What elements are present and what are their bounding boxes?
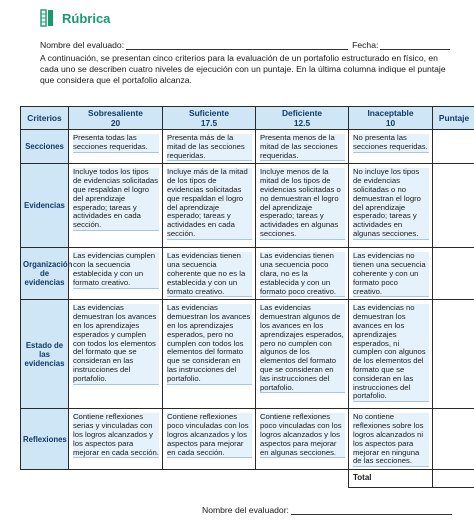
score-field[interactable] [433, 164, 474, 248]
rubric-cell: Presenta más de la mitad de las secciones requeridas. [163, 130, 256, 164]
rubric-cell: Presenta menos de la mitad de las secciones requeridas. [256, 130, 349, 164]
level-header: Suficiente 17.5 [163, 107, 256, 130]
table-row [21, 300, 474, 409]
level-header: Inaceptable 10 [349, 107, 433, 130]
rubric-cell: Incluye menos de la mitad de los tipos de evidencias solicitadas o no demuestran el logro del aprendizaje esperado; tareas y actividades en algunas secciones. [256, 164, 349, 248]
score-field[interactable] [433, 130, 474, 164]
rubric-cell: Contiene reflexiones poco vinculadas con los logros alcanzados y los aspectos para mejorar en cada sección. [163, 409, 256, 470]
pencil-ruler-icon [40, 9, 54, 27]
intro-text: A continuación, se presentan cinco criterios para la evaluación de un portafolio estructurado en físico, en cada uno se describen cuatro niveles de ejecución con un puntaje. En la última columna indique el puntaje que considera que el portafolio alcanza. [40, 53, 446, 85]
date-field[interactable] [380, 41, 450, 50]
rubric-cell: No incluye los tipos de evidencias solicitadas o no demuestran el logro del aprendizaje esperado; tareas y actividades en algunas secciones. [349, 164, 433, 248]
rubric-cell: Las evidencias cumplen con la secuencia establecida y con un formato creativo. [69, 248, 163, 300]
evaluator-line [202, 505, 452, 515]
table-row [21, 248, 474, 300]
rubric-cell: No contiene reflexiones sobre los logros alcanzados ni los aspectos para mejorar en ninguna de las secciones. [349, 409, 433, 470]
rubric-cell: Las evidencias demuestran los avances en los aprendizajes esperados y cumplen con todos los elementos del formato que se consideran en las instrucciones del portafolio. [69, 300, 163, 409]
evaluator-label: Nombre del evaluador: [202, 505, 289, 515]
page-title: Rúbrica [62, 10, 111, 26]
criterion-label: Organización de evidencias [21, 248, 69, 300]
rubric-cell: Incluye más de la mitad de los tipos de evidencias solicitadas que respaldan el logro del aprendizaje esperado; tareas y actividades en cada sección. [163, 164, 256, 248]
rubric-cell: Contiene reflexiones poco vinculadas con los logros alcanzados y los aspectos para mejorar en algunas secciones. [256, 409, 349, 470]
rubric-cell: Contiene reflexiones serias y vinculadas con los logros alcanzados y los aspectos para mejorar en cada sección. [69, 409, 163, 470]
criterion-label: Reflexiones [21, 409, 69, 470]
total-label: Total [349, 470, 433, 488]
level-header: Deficiente 12.5 [256, 107, 349, 130]
criterion-label: Estado de las evidencias [21, 300, 69, 409]
rubric-table [20, 106, 474, 488]
rubric-cell: Las evidencias no tienen una secuencia coherente y con un formato poco creativo. [349, 248, 433, 300]
level-header: Sobresaliente 20 [69, 107, 163, 130]
rubric-cell: Las evidencias demuestran algunos de los avances en los aprendizajes esperados, pero no cumplen con algunos de los elementos del formato que se consideran en las instrucciones del portafolio. [256, 300, 349, 409]
rubric-cell: Las evidencias no demuestran los avances en los aprendizajes esperados, ni cumplen con algunos de los elementos del formato que se consideran en las instrucciones del portafolio. [349, 300, 433, 409]
evaluator-name-field[interactable] [291, 506, 452, 515]
page-header [40, 8, 110, 28]
rubric-cell: Las evidencias tienen una secuencia poco clara, no es la establecida y con un formato poco creativo. [256, 248, 349, 300]
rubric-cell: No presenta las secciones requeridas. [349, 130, 433, 164]
total-row [21, 470, 474, 488]
date-label: Fecha: [352, 40, 379, 50]
score-field[interactable] [433, 409, 474, 470]
rubric-cell: Las evidencias demuestran los avances en los aprendizajes esperados, pero no cumplen con todos los elementos del formato que se consideran en las instrucciones del portafolio. [163, 300, 256, 409]
table-row [21, 409, 474, 470]
table-row [21, 130, 474, 164]
rubric-cell: Las evidencias tienen una secuencia coherente que no es la establecida y con un formato creativo. [163, 248, 256, 300]
criterion-label: Secciones [21, 130, 69, 164]
total-score-field[interactable] [433, 470, 474, 488]
table-row [21, 164, 474, 248]
rubric-cell: Incluye todos los tipos de evidencias solicitadas que respaldan el logro del aprendizaje esperado; tareas y actividades en cada sección. [69, 164, 163, 248]
score-field[interactable] [433, 248, 474, 300]
evaluated-line [40, 40, 450, 50]
score-field[interactable] [433, 300, 474, 409]
criteria-header: Criterios [21, 107, 69, 130]
rubric-cell: Presenta todas las secciones requeridas. [69, 130, 163, 164]
evaluated-name-field[interactable] [126, 41, 348, 50]
table-header-row [21, 107, 474, 130]
total-spacer [21, 470, 349, 488]
criterion-label: Evidencias [21, 164, 69, 248]
points-header: Puntaje [433, 107, 474, 130]
evaluated-label: Nombre del evaluado: [40, 40, 125, 50]
